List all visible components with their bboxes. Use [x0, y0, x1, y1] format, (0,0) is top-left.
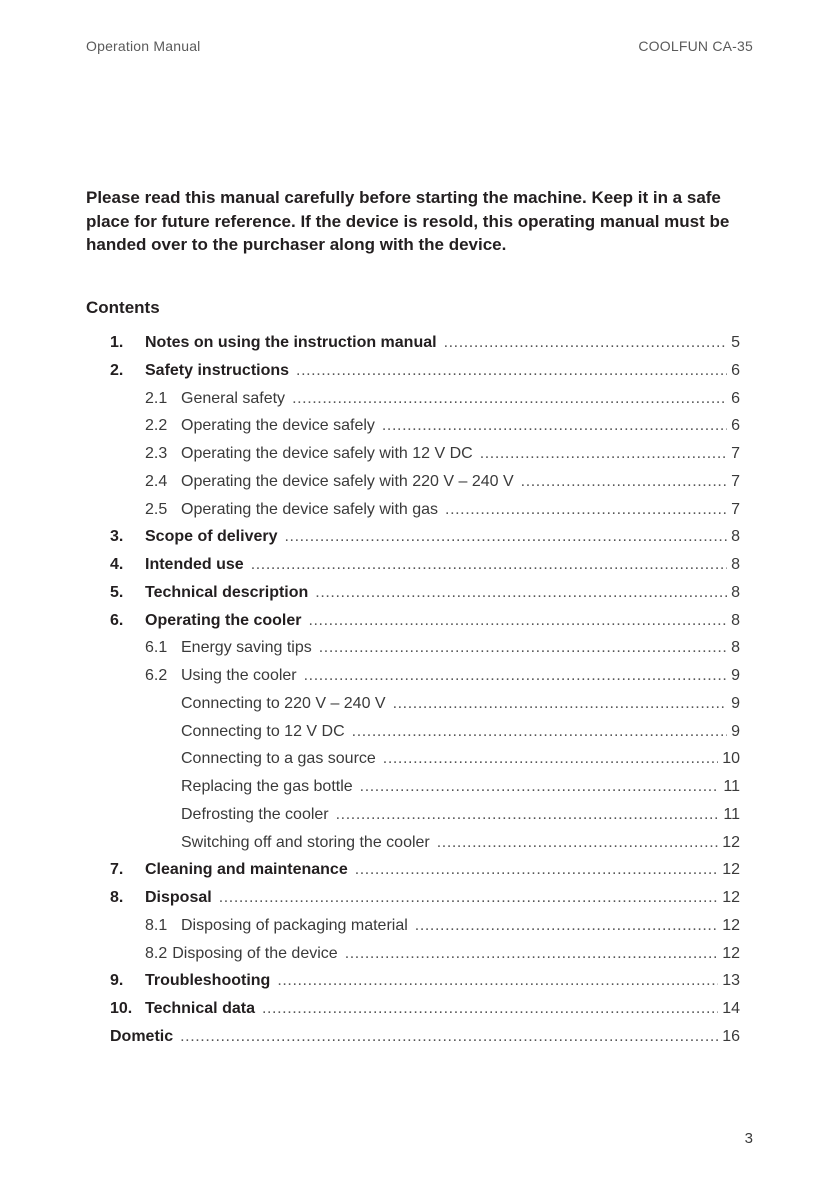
dot-leader: [292, 385, 727, 413]
contents-heading: Contents: [86, 298, 160, 317]
toc-title: Technical data: [145, 1000, 255, 1017]
dot-leader: [345, 940, 719, 968]
toc-title: Intended use: [145, 556, 244, 573]
toc-title: Switching off and storing the cooler: [181, 833, 430, 851]
toc-page: 8: [731, 556, 740, 573]
toc-entry-6-1[interactable]: [110, 634, 740, 662]
toc-number: 8.2: [145, 944, 168, 962]
toc-entry-switching-off[interactable]: [110, 829, 740, 857]
toc-entry-4[interactable]: [110, 551, 740, 579]
toc-page: 11: [723, 805, 740, 823]
toc-page: 7: [731, 500, 740, 518]
toc-title: Technical description: [145, 583, 309, 601]
toc-title: Operating the device safely with 12 V DC: [181, 445, 473, 462]
toc-title: Connecting to 12 V DC: [181, 722, 345, 740]
dot-leader: [393, 690, 728, 718]
dot-leader: [277, 967, 718, 995]
toc-page: 11: [723, 778, 740, 795]
running-header-left: Operation Manual: [86, 38, 201, 54]
toc-page: 12: [722, 916, 740, 934]
toc-number: 2.: [110, 361, 124, 379]
toc-entry-6[interactable]: [110, 607, 740, 635]
toc-entry-defrosting[interactable]: [110, 801, 740, 829]
toc-entry-2-1[interactable]: [110, 385, 740, 413]
toc-page: 7: [731, 472, 740, 490]
toc-page: 12: [722, 833, 740, 851]
dot-leader: [480, 440, 727, 468]
dot-leader: [251, 551, 727, 579]
page-number: 3: [744, 1130, 753, 1147]
dot-leader: [180, 1023, 718, 1051]
dot-leader: [352, 718, 727, 746]
toc-title: Cleaning and maintenance: [145, 861, 348, 879]
toc-entry-connecting-mains[interactable]: [110, 690, 740, 718]
toc-page: 14: [722, 1000, 740, 1017]
toc-title: Operating the device safely: [181, 417, 375, 435]
toc-number: 6.1: [145, 639, 168, 657]
toc-title: Notes on using the instruction manual: [145, 334, 437, 351]
dot-leader: [445, 496, 727, 524]
toc-number: 6.2: [145, 667, 168, 684]
dot-leader: [383, 745, 718, 773]
toc-number: 2.1: [145, 389, 168, 407]
toc-entry-connecting-gas[interactable]: [110, 745, 740, 773]
toc-page: 6: [731, 389, 740, 407]
running-header-right: COOLFUN CA-35: [638, 38, 753, 54]
toc-number: 7.: [110, 861, 124, 879]
dot-leader: [308, 607, 727, 635]
toc-page: 5: [731, 334, 740, 351]
toc-entry-10[interactable]: [110, 995, 740, 1023]
toc-number: 9.: [110, 972, 124, 990]
toc-page: 10: [722, 750, 740, 768]
toc-number: 2.4: [145, 472, 168, 490]
toc-title: Energy saving tips: [181, 639, 312, 657]
toc-page: 8: [731, 583, 740, 601]
toc-number: 10.: [110, 1000, 133, 1017]
table-of-contents: [110, 329, 740, 1051]
toc-title: Operating the device safely with gas: [181, 500, 439, 518]
toc-page: 12: [722, 944, 740, 962]
toc-title: Connecting to a gas source: [181, 750, 376, 768]
toc-entry-8-1[interactable]: [110, 912, 740, 940]
toc-number: 2.3: [145, 445, 168, 462]
toc-page: 8: [731, 639, 740, 657]
toc-page: 9: [731, 694, 740, 712]
toc-page: 8: [731, 611, 740, 629]
toc-title: Safety instructions: [145, 361, 290, 379]
toc-entry-replacing-gas-bottle[interactable]: [110, 773, 740, 801]
dot-leader: [315, 579, 727, 607]
toc-entry-9[interactable]: [110, 967, 740, 995]
toc-entry-2-4[interactable]: [110, 468, 740, 496]
toc-entry-dometic[interactable]: [110, 1023, 740, 1051]
toc-page: 16: [722, 1027, 740, 1045]
toc-entry-2-5[interactable]: [110, 496, 740, 524]
toc-title: Troubleshooting: [145, 972, 271, 990]
toc-page: 12: [722, 889, 740, 906]
dot-leader: [336, 801, 720, 829]
toc-entry-6-2[interactable]: [110, 662, 740, 690]
toc-number: 2.2: [145, 417, 168, 435]
dot-leader: [355, 856, 718, 884]
toc-entry-1[interactable]: [110, 329, 740, 357]
toc-entry-7[interactable]: [110, 856, 740, 884]
toc-number: 6.: [110, 611, 124, 629]
dot-leader: [304, 662, 727, 690]
dot-leader: [262, 995, 718, 1023]
toc-title: Disposing of packaging material: [181, 916, 408, 934]
dot-leader: [319, 634, 727, 662]
toc-entry-2[interactable]: [110, 357, 740, 385]
toc-number: 4.: [110, 556, 124, 573]
toc-entry-connecting-12v[interactable]: [110, 718, 740, 746]
toc-entry-5[interactable]: [110, 579, 740, 607]
toc-page: 8: [731, 528, 740, 546]
toc-title: Operating the device safely with 220 V – 240 V: [181, 472, 514, 490]
toc-page: 6: [731, 417, 740, 435]
toc-number: 3.: [110, 528, 124, 546]
toc-number: 5.: [110, 583, 124, 601]
toc-title: Disposal: [145, 889, 212, 906]
toc-title: Dometic: [110, 1027, 174, 1045]
dot-leader: [219, 884, 719, 912]
toc-page: 13: [722, 972, 740, 990]
dot-leader: [415, 912, 718, 940]
dot-leader: [437, 829, 718, 857]
intro-notice: Please read this manual carefully before starting the machine. Keep it in a safe place for future reference. If the device is resold, this operating manual must be handed over to the purchaser along with the device.: [86, 188, 730, 254]
toc-title: Scope of delivery: [145, 528, 278, 546]
toc-page: 9: [731, 722, 740, 740]
dot-leader: [521, 468, 727, 496]
toc-title: Using the cooler: [181, 667, 297, 684]
toc-number: 1.: [110, 334, 124, 351]
toc-entry-3[interactable]: [110, 523, 740, 551]
toc-page: 9: [731, 667, 740, 684]
dot-leader: [296, 357, 727, 385]
dot-leader: [285, 523, 728, 551]
dot-leader: [360, 773, 720, 801]
toc-title: Connecting to 220 V – 240 V: [181, 694, 386, 712]
toc-title: Operating the cooler: [145, 611, 302, 629]
toc-number: 8.: [110, 889, 124, 906]
toc-entry-2-3[interactable]: [110, 440, 740, 468]
toc-page: 7: [731, 445, 740, 462]
toc-entry-8-2[interactable]: [110, 940, 740, 968]
toc-title: Disposing of the device: [172, 944, 338, 962]
toc-title: Replacing the gas bottle: [181, 778, 353, 795]
dot-leader: [382, 412, 727, 440]
toc-page: 6: [731, 361, 740, 379]
toc-entry-8[interactable]: [110, 884, 740, 912]
toc-title: General safety: [181, 389, 286, 407]
toc-page: 12: [722, 861, 740, 879]
dot-leader: [444, 329, 728, 357]
toc-title: Defrosting the cooler: [181, 805, 329, 823]
toc-entry-2-2[interactable]: [110, 412, 740, 440]
toc-number: 8.1: [145, 916, 168, 934]
toc-number: 2.5: [145, 500, 168, 518]
